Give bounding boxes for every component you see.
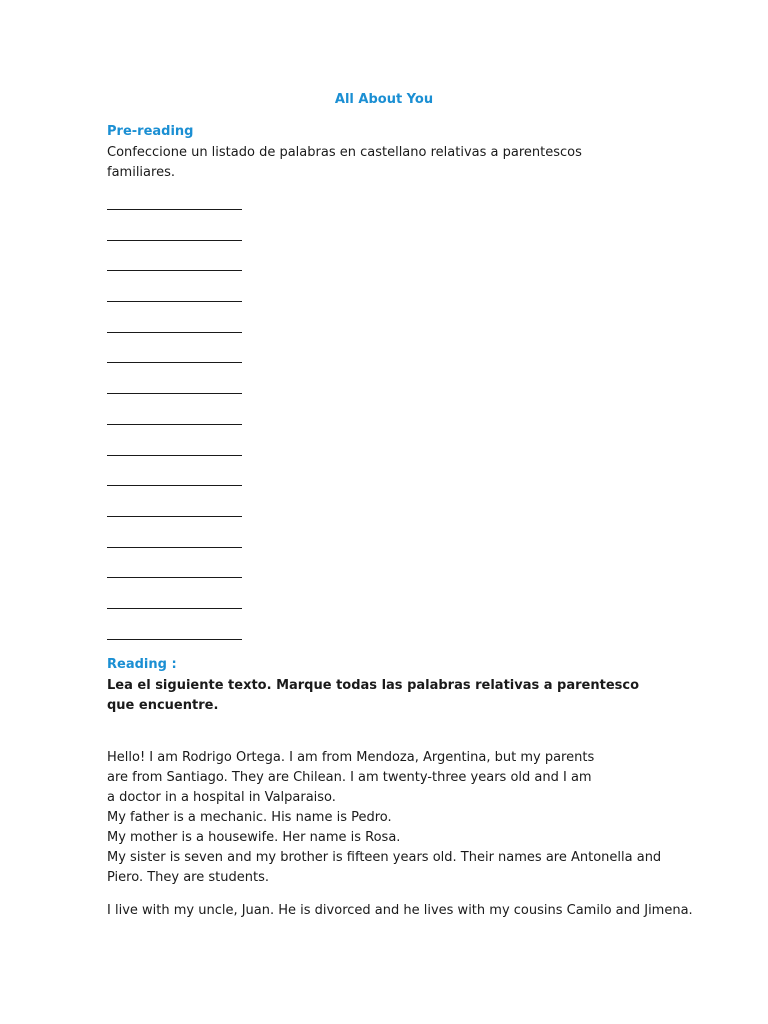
passage-line: Piero. They are students. bbox=[107, 870, 269, 885]
answer-blank-lines bbox=[107, 196, 242, 640]
blank-line bbox=[107, 394, 242, 425]
blank-line bbox=[107, 578, 242, 609]
blank-line bbox=[107, 363, 242, 394]
reading-heading: Reading : bbox=[107, 657, 177, 672]
blank-line bbox=[107, 517, 242, 548]
blank-line bbox=[107, 302, 242, 333]
blank-line bbox=[107, 548, 242, 579]
blank-line bbox=[107, 609, 242, 640]
instruction-line: Confeccione un listado de palabras en castellano relativas a parentescos bbox=[107, 145, 582, 160]
pre-reading-heading: Pre-reading bbox=[107, 124, 194, 139]
passage-line: My father is a mechanic. His name is Pedro. bbox=[107, 810, 392, 825]
blank-line bbox=[107, 196, 242, 210]
reading-passage bbox=[107, 748, 661, 888]
instruction-line: que encuentre. bbox=[107, 698, 219, 713]
passage-line: Hello! I am Rodrigo Ortega. I am from Mendoza, Argentina, but my parents bbox=[107, 750, 595, 765]
reading-instruction bbox=[107, 676, 639, 716]
page-title: All About You bbox=[334, 92, 434, 107]
closing-paragraph: I live with my uncle, Juan. He is divorced and he lives with my cousins Camilo and Jimena. bbox=[107, 903, 693, 918]
blank-line bbox=[107, 425, 242, 456]
blank-line bbox=[107, 241, 242, 272]
passage-line: My sister is seven and my brother is fifteen years old. Their names are Antonella and bbox=[107, 850, 662, 865]
instruction-line: familiares. bbox=[107, 165, 175, 180]
blank-line bbox=[107, 333, 242, 364]
pre-reading-instruction bbox=[107, 143, 582, 183]
blank-line bbox=[107, 456, 242, 487]
blank-line bbox=[107, 210, 242, 241]
passage-line: are from Santiago. They are Chilean. I am twenty-three years old and I am bbox=[107, 770, 592, 785]
blank-line bbox=[107, 271, 242, 302]
passage-line: My mother is a housewife. Her name is Rosa. bbox=[107, 830, 401, 845]
blank-line bbox=[107, 486, 242, 517]
passage-line: a doctor in a hospital in Valparaiso. bbox=[107, 790, 336, 805]
instruction-line: Lea el siguiente texto. Marque todas las palabras relativas a parentesco bbox=[107, 678, 640, 693]
